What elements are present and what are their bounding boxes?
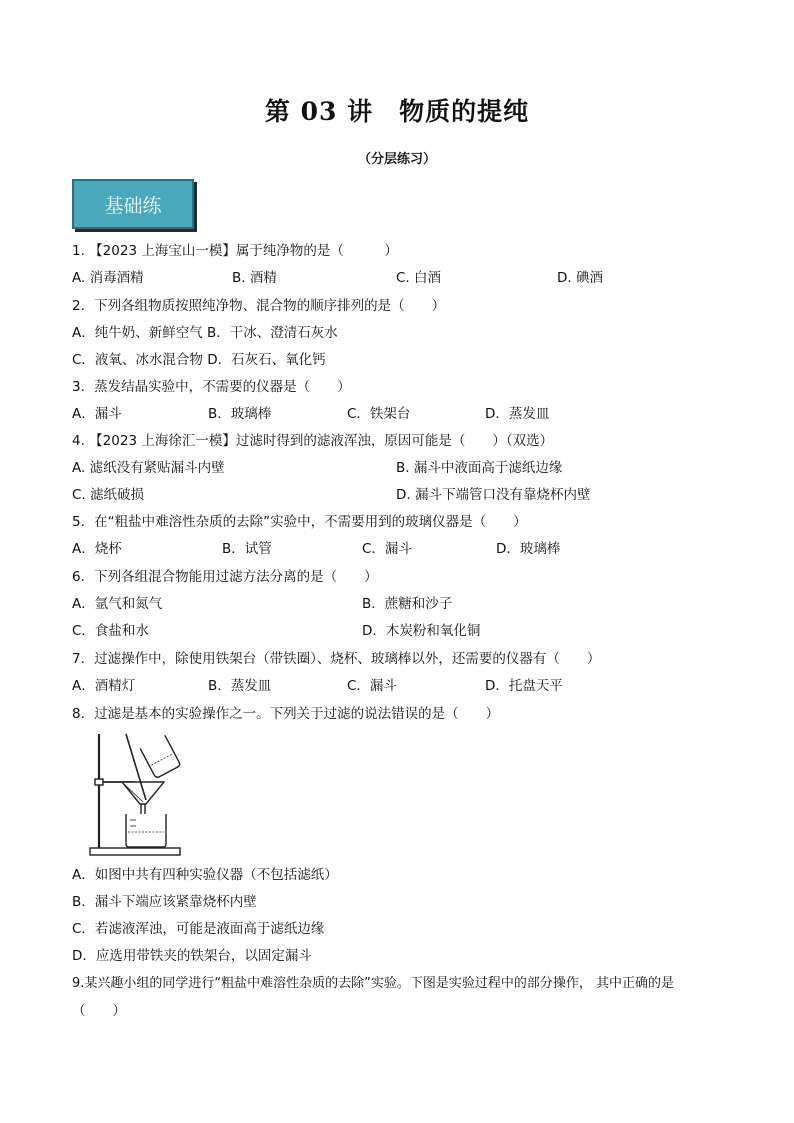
question-3-option-c: C．铁架台 — [347, 406, 411, 422]
question-4-stem: 4. 【2023 上海徐汇一模】过滤时得到的滤液浑浊，原因可能是（ ）（双选） — [72, 433, 554, 449]
question-3-stem: 3．蒸发结晶实验中，不需要的仪器是（ ） — [72, 379, 351, 395]
filtration-apparatus-figure — [86, 730, 184, 860]
question-1-option-b: B. 酒精 — [232, 270, 277, 286]
question-8-option-c: C．若滤液浑浊，可能是液面高于滤纸边缘 — [72, 921, 325, 937]
question-5-option-d: D．玻璃棒 — [496, 541, 561, 557]
question-7-option-d: D．托盘天平 — [485, 678, 563, 694]
question-8-option-a: A．如图中共有四种实验仪器（不包括滤纸） — [72, 867, 338, 883]
question-1-option-a: A. 消毒酒精 — [72, 270, 144, 286]
question-3-option-a: A．漏斗 — [72, 406, 122, 422]
question-8-option-d: D．应选用带铁夹的铁架台，以固定漏斗 — [72, 948, 312, 964]
question-4-option-b: B. 漏斗中液面高于滤纸边缘 — [396, 460, 563, 476]
question-3-option-b: B．玻璃棒 — [208, 406, 272, 422]
question-9-stem: 9.某兴趣小组的同学进行“粗盐中难溶性杂质的去除”实验。下图是实验过程中的部分操作， 其中正确的是 — [72, 976, 675, 991]
question-6-option-a: A．氩气和氮气 — [72, 596, 163, 612]
question-5-stem: 5．在“粗盐中难溶性杂质的去除”实验中，不需要用到的玻璃仪器是（ ） — [72, 514, 527, 530]
question-6-option-d: D．木炭粉和氧化铜 — [362, 623, 481, 639]
question-7-option-c: C．漏斗 — [347, 678, 397, 694]
question-4-option-a: A. 滤纸没有紧贴漏斗内壁 — [72, 460, 225, 476]
question-8-stem: 8．过滤是基本的实验操作之一。下列关于过滤的说法错误的是（ ） — [72, 706, 500, 722]
question-5-option-b: B．试管 — [222, 541, 272, 557]
question-7-stem: 7．过滤操作中，除使用铁架台（带铁圈）、烧杯、玻璃棒以外，还需要的仪器有（ ） — [72, 651, 601, 667]
section-badge: 基础练 — [72, 179, 194, 229]
question-1-option-d: D. 碘酒 — [557, 270, 603, 286]
question-4-option-d: D. 漏斗下端管口没有靠烧杯内壁 — [396, 487, 591, 503]
question-3-option-d: D．蒸发皿 — [485, 406, 550, 422]
question-2-option-ab: A．纯牛奶、新鲜空气 B．干冰、澄清石灰水 — [72, 325, 338, 341]
page-subtitle: （分层练习） — [357, 152, 436, 167]
question-8-option-b: B．漏斗下端应该紧靠烧杯内壁 — [72, 894, 257, 910]
question-7-option-b: B．蒸发皿 — [208, 678, 272, 694]
question-6-option-b: B．蔗糖和沙子 — [362, 596, 453, 612]
question-1-stem: 1. 【2023 上海宝山一模】属于纯净物的是（ ） — [72, 243, 398, 259]
question-7-option-a: A．酒精灯 — [72, 678, 136, 694]
question-5-option-c: C．漏斗 — [362, 541, 412, 557]
question-1-option-c: C. 白酒 — [396, 270, 442, 286]
question-4-option-c: C. 滤纸破损 — [72, 487, 145, 503]
question-2-stem: 2．下列各组物质按照纯净物、混合物的顺序排列的是（ ） — [72, 298, 446, 314]
page-title: 第 03 讲 物质的提纯 — [264, 97, 530, 126]
question-5-option-a: A．烧杯 — [72, 541, 122, 557]
question-9-stem-continued: （ ） — [72, 1003, 126, 1019]
question-6-stem: 6．下列各组混合物能用过滤方法分离的是（ ） — [72, 569, 378, 585]
question-6-option-c: C．食盐和水 — [72, 623, 149, 639]
question-2-option-cd: C．液氧、冰水混合物 D．石灰石、氧化钙 — [72, 352, 326, 368]
